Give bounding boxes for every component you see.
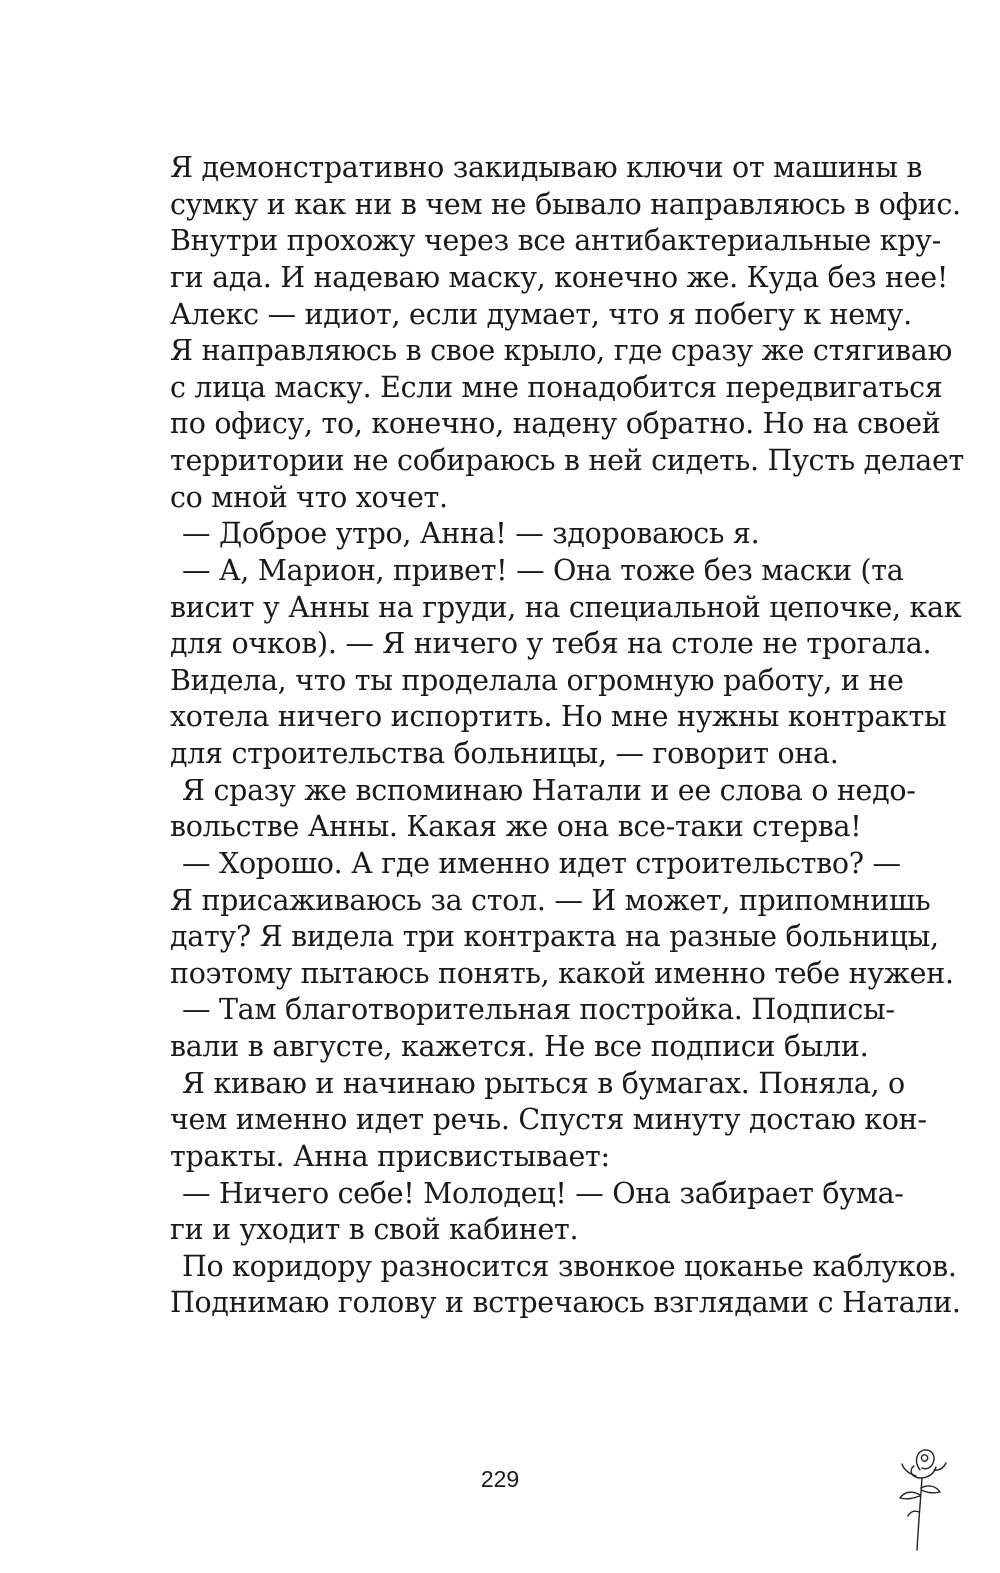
- text-line: чем именно идет речь. Спустя минуту достаю кон-: [170, 1103, 927, 1137]
- text-line: поэтому пытаюсь понять, какой именно тебе нужен.: [170, 956, 954, 990]
- text-line: Я направляюсь в свое крыло, где сразу же стягиваю: [170, 334, 952, 368]
- text-line: Я киваю и начинаю рыться в бумагах. Поняла, о: [182, 1066, 905, 1100]
- text-line: для очков). — Я ничего у тебя на столе не трогала.: [170, 627, 932, 661]
- text-line: ги и уходит в свой кабинет.: [170, 1213, 579, 1247]
- text-line: сумку и как ни в чем не бывало направляюсь в офис.: [170, 187, 961, 221]
- text-line: — Хорошо. А где именно идет строительство? —: [182, 846, 901, 880]
- text-line: территории не собираюсь в ней сидеть. Пусть делает: [170, 444, 964, 477]
- text-line: Внутри прохожу через все антибактериальные кру-: [170, 224, 941, 258]
- text-line: для строительства больницы, — говорит она.: [170, 737, 839, 770]
- text-line: По коридору разносится звонкое цоканье каблуков.: [182, 1249, 957, 1283]
- text-line: — Ничего себе! Молодец! — Она забирает бума-: [182, 1176, 904, 1210]
- text-line: Видела, что ты проделала огромную работу, и не: [170, 663, 904, 697]
- text-line: висит у Анны на груди, на специальной цепочке, как: [170, 590, 962, 624]
- text-line: Я демонстративно закидываю ключи от машины в: [170, 151, 923, 184]
- text-line: Я сразу же вспоминаю Натали и ее слова о недо-: [182, 773, 916, 807]
- text-line: тракты. Анна присвистывает:: [170, 1139, 610, 1173]
- text-line: ги ада. И надеваю маску, конечно же. Куда без нее!: [170, 260, 949, 294]
- page-number: 229: [480, 1466, 520, 1492]
- text-line: — Доброе утро, Анна! — здороваюсь я.: [182, 517, 760, 551]
- text-line: с лица маску. Если мне понадобится передвигаться: [170, 370, 943, 404]
- text-line: Поднимаю голову и встречаюсь взглядами с Натали.: [170, 1286, 961, 1320]
- text-line: — А, Марион, привет! — Она тоже без маски (та: [182, 553, 904, 587]
- body-text: [170, 150, 964, 1322]
- rose-icon: [876, 1440, 966, 1560]
- text-line: Алекс — идиот, если думает, что я побегу к нему.: [170, 297, 912, 331]
- text-line: Я присаживаюсь за стол. — И может, припомнишь: [170, 883, 931, 917]
- text-line: вали в августе, кажется. Не все подписи были.: [170, 1030, 869, 1063]
- text-line: — Там благотворительная постройка. Подписы-: [182, 993, 895, 1027]
- text-line: со мной что хочет.: [170, 480, 448, 514]
- text-line: дату? Я видела три контракта на разные больницы,: [170, 920, 939, 954]
- text-line: хотела ничего испортить. Но мне нужны контракты: [170, 700, 947, 734]
- text-line: по офису, то, конечно, надену обратно. Но на своей: [170, 407, 941, 441]
- text-line: вольстве Анны. Какая же она все-таки стерва!: [170, 810, 862, 844]
